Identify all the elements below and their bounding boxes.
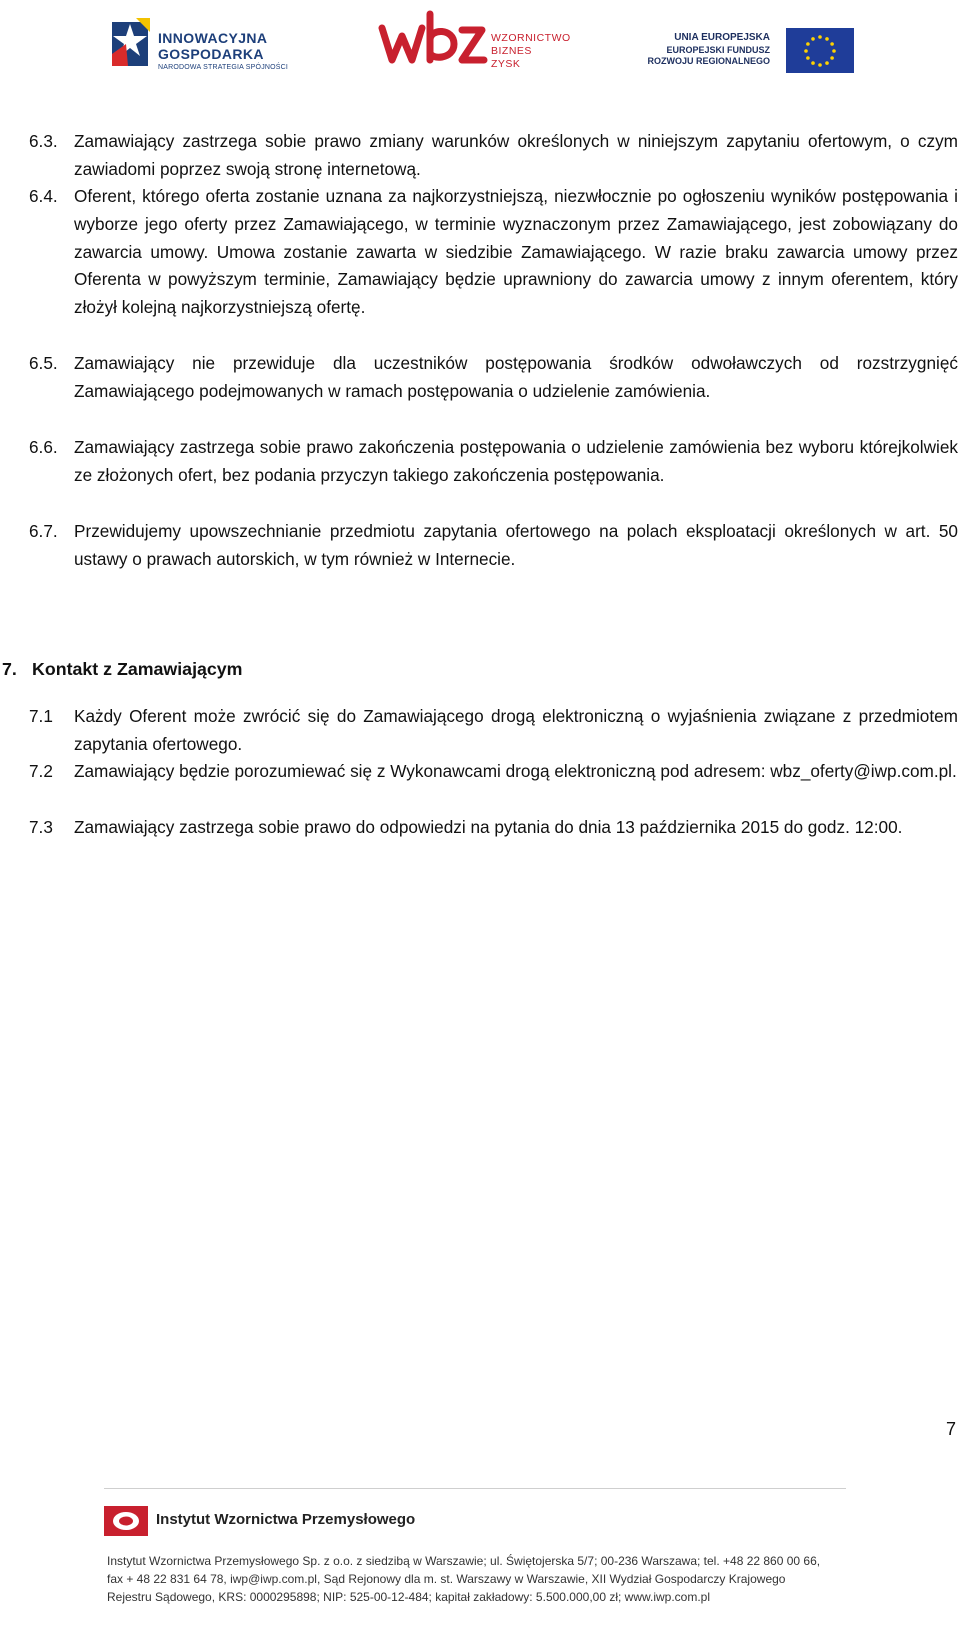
logo-biznes-text: BIZNES [491, 45, 532, 57]
iwp-logo-icon [104, 1506, 148, 1536]
footer-registry-line: Rejestru Sądowego, KRS: 0000295898; NIP: 525-00-12-484; kapitał zakładowy: 5.500.000,00 zł; www.iwp.com.pl [107, 1590, 711, 1604]
logo-innowacyjna-text: INNOWACYJNA [158, 30, 268, 46]
innowacyjna-gospodarka-logo [110, 14, 290, 76]
page-number: 7 [945, 1419, 956, 1439]
footer-institute-name: Instytut Wzornictwa Przemysłowego [156, 1511, 416, 1528]
logo-wzornictwo-text: WZORNICTWO [491, 32, 571, 44]
logo-zysk-text: ZYSK [491, 58, 521, 70]
eu-flag-icon [786, 28, 854, 73]
paragraph-number: 6.3. [29, 131, 58, 151]
section-heading [0, 655, 242, 683]
paragraph-number: 7.2 [29, 761, 53, 781]
wbz-monogram-icon [378, 10, 488, 70]
section-number: 7. [2, 659, 17, 679]
paragraph-6-5: Zamawiający nie przewiduje dla uczestników postępowania środków odwoławczych od rozstrzygnięć Zamawiającego podejmowanych w ramach postępowania o udzielenie zamówienia. [74, 353, 958, 401]
page-header [0, 0, 960, 100]
innowacyjna-gospodarka-emblem-icon [110, 14, 154, 74]
paragraph-number: 6.6. [29, 437, 58, 457]
wzornictwo-biznes-zysk-logo [378, 10, 578, 76]
paragraph-number: 7.3 [29, 817, 53, 837]
logo-nss-text: NARODOWA STRATEGIA SPÓJNOŚCI [158, 64, 289, 71]
paragraph-number: 6.7. [29, 521, 58, 541]
paragraph-number: 6.4. [29, 186, 58, 206]
paragraph-6-3: Zamawiający zastrzega sobie prawo zmiany warunków określonych w niniejszym zapytaniu ofertowym, o czym zawiadomi poprzez swoją stronę internetową. [74, 131, 958, 179]
paragraph-7-1: Każdy Oferent może zwrócić się do Zamawiającego drogą elektroniczną o wyjaśnienia związane z przedmiotem zapytania ofertowego. [74, 706, 958, 754]
paragraph-6-6: Zamawiający zastrzega sobie prawo zakończenia postępowania o udzielenie zamówienia bez wyboru którejkolwiek ze złożonych ofert, bez podania przyczyn takiego zakończenia postępowania. [74, 437, 958, 485]
unia-europejska-logo [647, 28, 854, 76]
footer-divider [104, 1488, 846, 1489]
paragraph-number: 7.1 [29, 706, 53, 726]
section-title: Kontakt z Zamawiającym [32, 659, 243, 679]
logo-efrr-text: EUROPEJSKI FUNDUSZ [666, 45, 770, 55]
paragraph-7-2: Zamawiający będzie porozumiewać się z Wykonawcami drogą elektroniczną pod adresem: wbz_oferty@iwp.com.pl. [74, 761, 957, 781]
logo-rozwoju-text: ROZWOJU REGIONALNEGO [647, 56, 770, 66]
paragraph-7-3: Zamawiający zastrzega sobie prawo do odpowiedzi na pytania do dnia 13 października 2015 do godz. 12:00. [74, 817, 903, 837]
page-footer [0, 1480, 960, 1629]
logo-unia-europejska-text: UNIA EUROPEJSKA [674, 32, 770, 43]
paragraph-number: 6.5. [29, 353, 58, 373]
footer-contact-line: fax + 48 22 831 64 78, iwp@iwp.com.pl, Sąd Rejonowy dla m. st. Warszawy w Warszawie, XII Wydział Gospodarczy Krajowego [107, 1572, 786, 1586]
paragraph-6-7: Przewidujemy upowszechnianie przedmiotu zapytania ofertowego na polach eksploatacji określonych w art. 50 ustawy o prawach autorskich, w tym również w Internecie. [74, 521, 958, 569]
footer-address-line: Instytut Wzornictwa Przemysłowego Sp. z o.o. z siedzibą w Warszawie; ul. Świętojerska 5/7; 00-236 Warszawa; tel. +48 22 860 00 66, [107, 1554, 821, 1568]
logo-gospodarka-text: GOSPODARKA [158, 46, 264, 62]
paragraph-6-4: Oferent, którego oferta zostanie uznana za najkorzystniejszą, niezwłocznie po ogłoszeniu wyników postępowania i wyborze jego oferty przez Zamawiającego, w terminie wyznaczonym przez Zamawiającego, jest zobowiązany do zawarcia umowy. Umowa zostanie zawarta w siedzibie Zamawiającego. W razie braku zawarcia umowy przez Oferenta w powyższym terminie, Zamawiający będzie uprawniony do zawarcia umowy z innym oferentem, który złożył kolejną najkorzystniejszą ofertę. [74, 186, 958, 318]
